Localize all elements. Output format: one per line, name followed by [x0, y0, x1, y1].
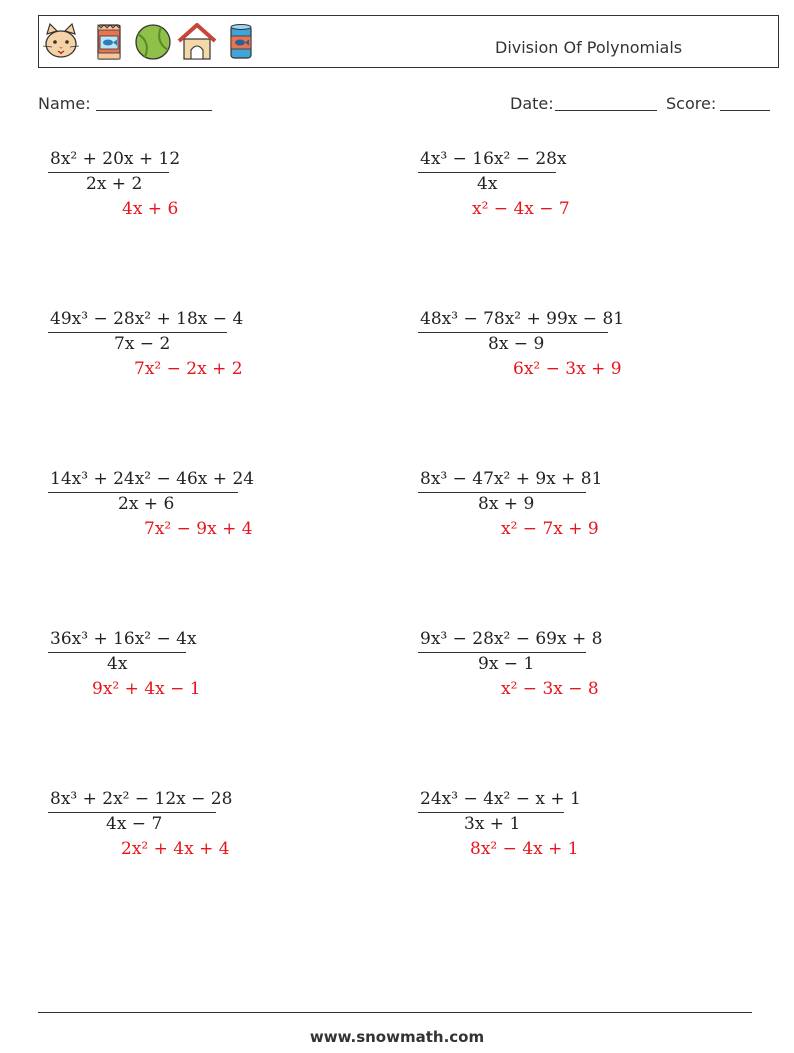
fraction-bar — [48, 652, 186, 653]
numerator: 8x³ + 2x² − 12x − 28 — [50, 789, 233, 809]
fraction-bar — [418, 332, 608, 333]
cat-face-icon — [41, 22, 81, 62]
date-field[interactable] — [555, 110, 657, 111]
denominator: 8x + 9 — [478, 494, 535, 514]
fraction-bar — [418, 812, 564, 813]
name-label: Name: — [38, 94, 91, 113]
numerator: 14x³ + 24x² − 46x + 24 — [50, 469, 255, 489]
fish-food-can-icon — [221, 22, 261, 62]
answer: 7x² − 9x + 4 — [144, 519, 253, 539]
worksheet-header — [38, 15, 779, 68]
fraction-bar — [48, 812, 216, 813]
numerator: 24x³ − 4x² − x + 1 — [420, 789, 581, 809]
score-label: Score: — [666, 94, 717, 113]
denominator: 9x − 1 — [478, 654, 535, 674]
fraction-bar — [48, 492, 238, 493]
pet-food-bag-icon — [89, 22, 129, 62]
denominator: 4x — [477, 174, 498, 194]
denominator: 2x + 2 — [86, 174, 143, 194]
answer: 4x + 6 — [122, 199, 179, 219]
denominator: 2x + 6 — [118, 494, 175, 514]
date-label: Date: — [510, 94, 554, 113]
footer-rule — [38, 1012, 752, 1013]
answer: 8x² − 4x + 1 — [470, 839, 579, 859]
fraction-bar — [418, 172, 556, 173]
denominator: 4x − 7 — [106, 814, 163, 834]
footer-url: www.snowmath.com — [309, 1028, 485, 1046]
numerator: 49x³ − 28x² + 18x − 4 — [50, 309, 244, 329]
fraction-bar — [48, 172, 169, 173]
worksheet-title: Division Of Polynomials — [495, 38, 683, 57]
name-field[interactable] — [96, 110, 212, 111]
answer: x² − 4x − 7 — [472, 199, 570, 219]
numerator: 4x³ − 16x² − 28x — [420, 149, 567, 169]
answer: 6x² − 3x + 9 — [513, 359, 622, 379]
numerator: 48x³ − 78x² + 99x − 81 — [420, 309, 625, 329]
answer: 2x² + 4x + 4 — [121, 839, 230, 859]
fraction-bar — [418, 492, 586, 493]
answer: 9x² + 4x − 1 — [92, 679, 201, 699]
score-field[interactable] — [720, 110, 770, 111]
denominator: 4x — [107, 654, 128, 674]
numerator: 9x³ − 28x² − 69x + 8 — [420, 629, 603, 649]
fraction-bar — [48, 332, 227, 333]
tennis-ball-icon — [133, 22, 173, 62]
answer: x² − 3x − 8 — [501, 679, 599, 699]
answer: 7x² − 2x + 2 — [134, 359, 243, 379]
denominator: 8x − 9 — [488, 334, 545, 354]
denominator: 3x + 1 — [464, 814, 521, 834]
numerator: 36x³ + 16x² − 4x — [50, 629, 197, 649]
answer: x² − 7x + 9 — [501, 519, 599, 539]
dog-house-icon — [177, 22, 217, 62]
numerator: 8x³ − 47x² + 9x + 81 — [420, 469, 603, 489]
denominator: 7x − 2 — [114, 334, 171, 354]
fraction-bar — [418, 652, 586, 653]
numerator: 8x² + 20x + 12 — [50, 149, 181, 169]
